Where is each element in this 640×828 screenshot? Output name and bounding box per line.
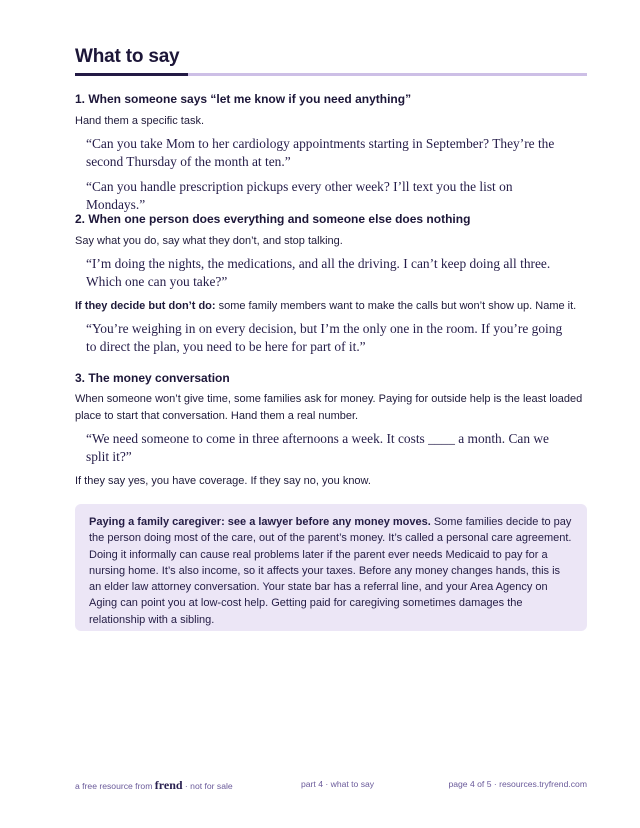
section-1-intro-wrap	[75, 113, 587, 130]
section-2-quote-1-wrap	[75, 255, 587, 291]
section-2-quote-1: “I’m doing the nights, the medications, and all the driving. I can’t keep doing all three. Which one can you take?”	[86, 256, 551, 289]
section-3-outro-wrap	[75, 473, 587, 490]
section-3-quote-1-wrap	[75, 430, 587, 466]
section-2-note-wrap	[75, 298, 587, 315]
section-2-note-text: some family members want to make the calls but won’t show up. Name it.	[215, 300, 577, 312]
footer-left	[75, 778, 233, 793]
section-1-intro: Hand them a specific task.	[75, 115, 205, 127]
caregiver-callout	[75, 504, 587, 631]
section-heading-1-wrap	[75, 92, 587, 106]
section-2-quote-2-wrap	[75, 320, 587, 356]
section-2-note-lead: If they decide but don’t do:	[75, 300, 216, 312]
page-title: What to say	[75, 46, 180, 67]
footer-center: part 4 · what to say	[301, 779, 375, 789]
section-2-intro-wrap	[75, 233, 587, 250]
callout-text	[89, 514, 575, 628]
section-heading-2: 2. When one person does everything and someone else does nothing	[75, 212, 471, 226]
section-heading-2-wrap	[75, 212, 587, 226]
section-2-note	[75, 298, 587, 315]
title-divider-accent	[75, 73, 188, 76]
section-1-quote-2: “Can you handle prescription pickups every other week? I’ll text you the list on Mondays.”	[86, 179, 513, 212]
section-1-quote-1: “Can you take Mom to her cardiology appointments starting in September? They’re the second Thursday of the month at ten.”	[86, 136, 555, 169]
callout-lead: Paying a family caregiver: see a lawyer before any money moves.	[89, 516, 431, 528]
section-heading-3: 3. The money conversation	[75, 371, 230, 385]
callout-body: Some families decide to pay the person doing most of the care, out of the parent’s money. It’s called a personal care agreement. Doing it informally can cause real problems later if the parent ever needs Medicaid to pay for a nursing home. It’s also income, so it affects your taxes. Before any money changes hands, this is an elder law attorney conversation. Your state bar has a referral line, and your Area Agency on Aging can point you at low-cost help. Getting paid for caregiving sometimes damages the relationship with a sibling.	[89, 516, 572, 626]
page-footer	[75, 778, 587, 792]
section-1-quote-2-wrap	[75, 178, 587, 214]
footer-right: page 4 of 5 · resources.tryfrend.com	[448, 779, 587, 789]
footer-left-prefix: a free resource from	[75, 781, 155, 791]
section-2-intro: Say what you do, say what they don’t, and stop talking.	[75, 235, 343, 247]
title-divider	[75, 73, 587, 76]
section-heading-3-wrap	[75, 371, 587, 385]
footer-left-suffix: · not for sale	[182, 781, 233, 791]
section-3-intro-wrap	[75, 391, 587, 425]
section-2-quote-2: “You’re weighing in on every decision, but I’m the only one in the room. If you’re going to direct the plan, you need to be here for part of it.”	[86, 321, 563, 354]
section-3-outro: If they say yes, you have coverage. If they say no, you know.	[75, 475, 371, 487]
frend-logo: frend	[154, 778, 183, 792]
section-3-quote-1: “We need someone to come in three afternoons a week. It costs ____ a month. Can we split it?”	[86, 431, 549, 464]
section-1-quote-1-wrap	[75, 135, 587, 171]
section-3-intro: When someone won’t give time, some families ask for money. Paying for outside help is the least loaded place to start that conversation. Hand them a real number.	[75, 393, 583, 422]
section-heading-1: 1. When someone says “let me know if you need anything”	[75, 92, 412, 106]
